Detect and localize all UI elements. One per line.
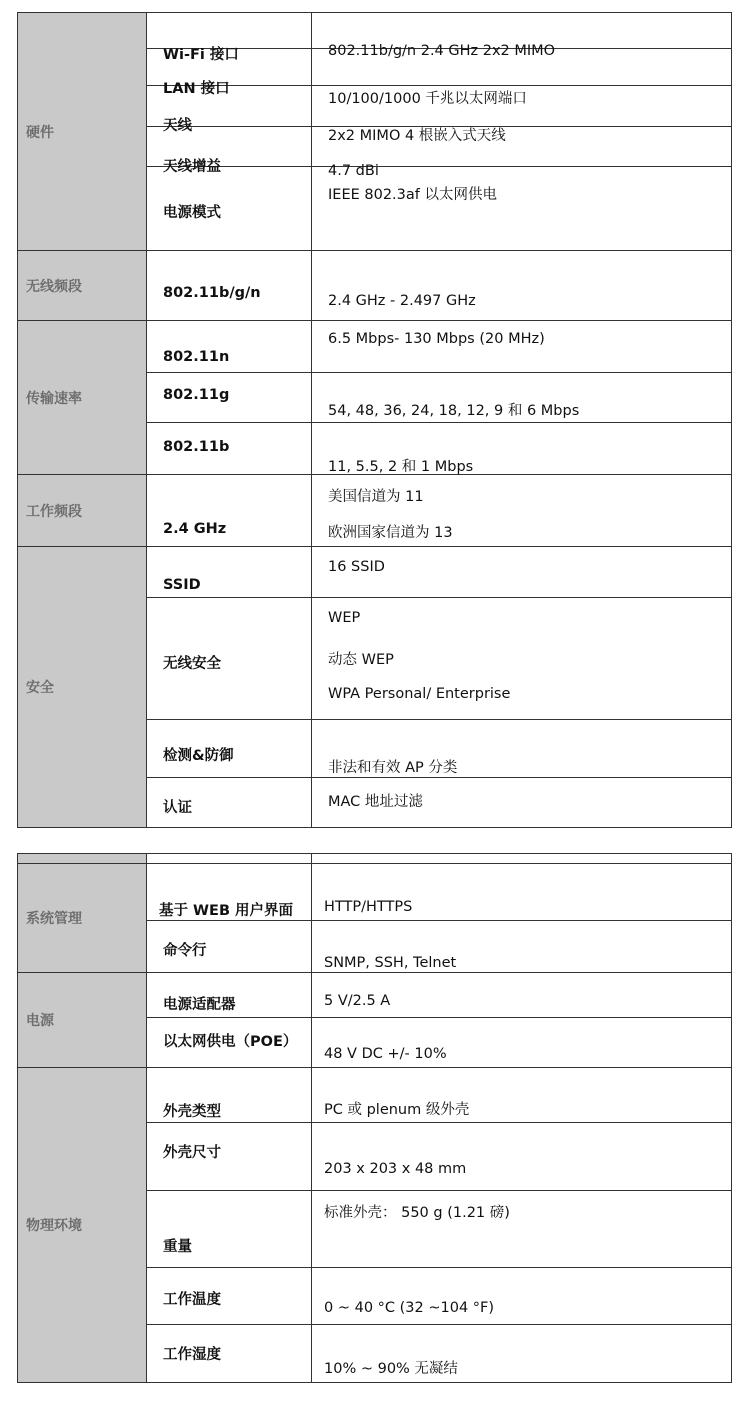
spec-label: 工作温度 bbox=[163, 1292, 221, 1308]
spec-value: 203 x 203 x 48 mm bbox=[324, 1161, 467, 1177]
spec-value: 0 ~ 40 °C (32 ~104 °F) bbox=[324, 1300, 495, 1316]
spec-value: 2.4 GHz - 2.497 GHz bbox=[328, 293, 476, 309]
category-cell: 工作频段 bbox=[18, 475, 147, 547]
table-row bbox=[18, 547, 732, 598]
spec-value: WEP bbox=[328, 610, 361, 626]
spec-label: LAN 接口 bbox=[163, 81, 230, 97]
spec-label: 基于 WEB 用户界面 bbox=[159, 903, 294, 919]
category-cell: 物理环境 bbox=[18, 1068, 147, 1383]
spec-value: 6.5 Mbps- 130 Mbps (20 MHz) bbox=[328, 331, 545, 347]
spec-label: 重量 bbox=[163, 1239, 192, 1255]
spec-label: 外壳尺寸 bbox=[163, 1145, 221, 1161]
spec-value: 10% ~ 90% 无凝结 bbox=[324, 1361, 458, 1377]
spec-value: 11, 5.5, 2 和 1 Mbps bbox=[328, 459, 474, 475]
spec-label: 工作湿度 bbox=[163, 1347, 221, 1363]
spec-label: 天线增益 bbox=[163, 159, 221, 175]
spec-label: 检测&防御 bbox=[163, 748, 234, 764]
spec-value: PC 或 plenum 级外壳 bbox=[324, 1102, 470, 1118]
spec-value: IEEE 802.3af 以太网供电 bbox=[328, 187, 497, 203]
spec-value: 标准外壳： 550 g (1.21 磅) bbox=[324, 1205, 510, 1221]
spec-label: Wi-Fi 接口 bbox=[163, 47, 239, 63]
spec-label: 电源模式 bbox=[163, 205, 221, 221]
spec-value: 54, 48, 36, 24, 18, 12, 9 和 6 Mbps bbox=[328, 403, 580, 419]
spec-value: 48 V DC +/- 10% bbox=[324, 1046, 447, 1062]
spec-value: HTTP/HTTPS bbox=[324, 899, 413, 915]
category-cell: 安全 bbox=[18, 547, 147, 828]
spec-label: SSID bbox=[163, 577, 201, 593]
spec-label: 802.11b/g/n bbox=[163, 285, 261, 301]
spec-value: 2x2 MIMO 4 根嵌入式天线 bbox=[328, 128, 506, 144]
category-cell: 电源 bbox=[18, 973, 147, 1068]
spec-table-top bbox=[17, 12, 732, 828]
spec-label: 2.4 GHz bbox=[163, 521, 227, 537]
category-cell: 系统管理 bbox=[18, 864, 147, 973]
spec-label: 命令行 bbox=[163, 943, 207, 959]
table-row bbox=[18, 1068, 732, 1123]
category-cell: 硬件 bbox=[18, 13, 147, 251]
spec-label: 802.11b bbox=[163, 439, 230, 455]
spec-label: 无线安全 bbox=[163, 656, 221, 672]
spec-value: 5 V/2.5 A bbox=[324, 993, 391, 1009]
table-row bbox=[18, 973, 732, 1018]
spec-label: 认证 bbox=[163, 800, 192, 816]
spec-table-bottom bbox=[17, 853, 732, 1383]
spec-label: 外壳类型 bbox=[163, 1104, 221, 1120]
table-row bbox=[18, 321, 732, 373]
spec-value: WPA Personal/ Enterprise bbox=[328, 686, 511, 702]
spec-value: 16 SSID bbox=[328, 559, 385, 575]
spec-label: 电源适配器 bbox=[163, 997, 236, 1013]
spec-value: 4.7 dBi bbox=[328, 163, 379, 179]
spec-value: 美国信道为 11 bbox=[328, 489, 424, 505]
table-row bbox=[18, 13, 732, 49]
spec-value: SNMP, SSH, Telnet bbox=[324, 955, 457, 971]
table-row bbox=[18, 251, 732, 321]
spec-value: 动态 WEP bbox=[328, 652, 394, 668]
spec-value: 10/100/1000 千兆以太网端口 bbox=[328, 91, 527, 107]
spec-label: 802.11n bbox=[163, 349, 230, 365]
spec-value: 802.11b/g/n 2.4 GHz 2x2 MIMO bbox=[328, 43, 556, 59]
spec-label: 天线 bbox=[163, 118, 192, 134]
spec-value: MAC 地址过滤 bbox=[328, 794, 423, 810]
spec-value: 非法和有效 AP 分类 bbox=[328, 760, 458, 776]
spec-value: 欧洲国家信道为 13 bbox=[328, 525, 453, 541]
category-cell: 传输速率 bbox=[18, 321, 147, 475]
table-row bbox=[18, 475, 732, 547]
category-cell: 无线频段 bbox=[18, 251, 147, 321]
spec-label: 802.11g bbox=[163, 387, 230, 403]
spec-label: 以太网供电（POE） bbox=[163, 1034, 298, 1050]
table-row bbox=[18, 864, 732, 921]
table-row bbox=[18, 854, 732, 864]
